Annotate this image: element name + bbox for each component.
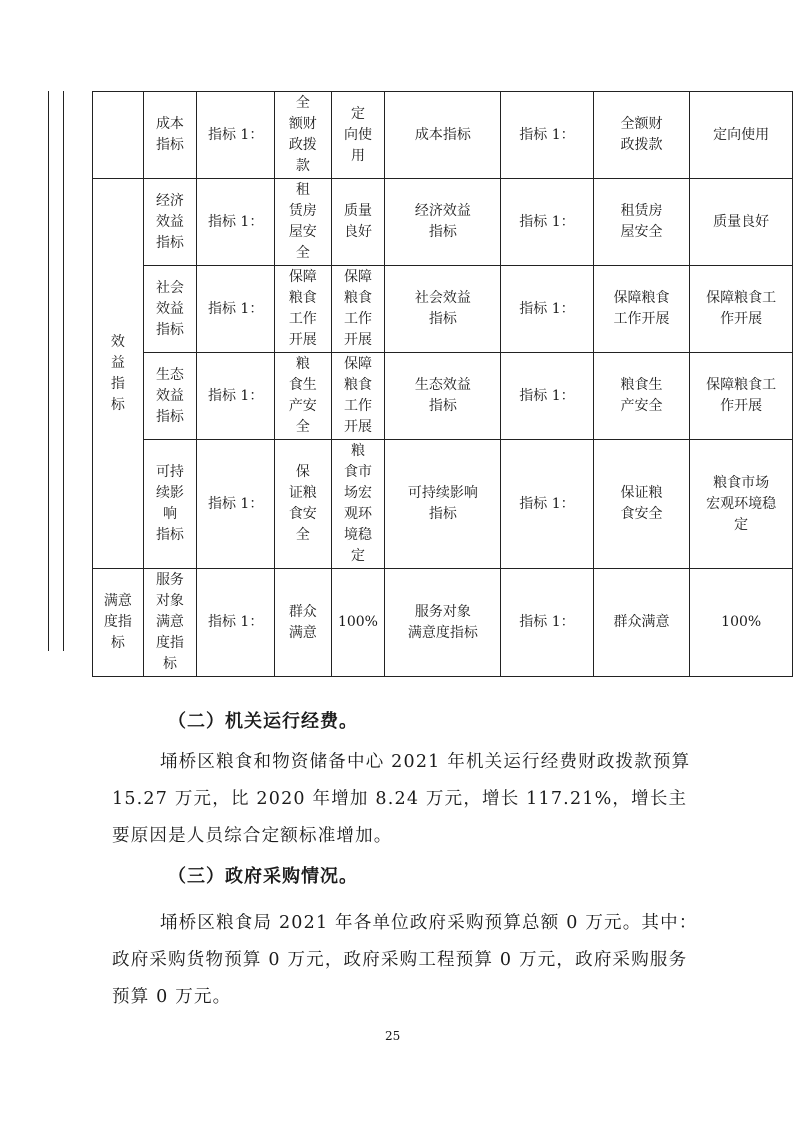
table-cell bbox=[331, 266, 385, 353]
cell-text: 经济效益 指标 bbox=[414, 203, 471, 240]
table-cell bbox=[385, 440, 501, 569]
table-continuation-border bbox=[63, 91, 64, 651]
table-cell bbox=[197, 92, 275, 179]
paragraph-procurement: 埇桥区粮食局 2021 年各单位政府采购预算总额 0 万元。其中：政府采购货物预算 0 万元，政府采购工程预算 0 万元，政府采购服务预算 0 万元。 bbox=[112, 913, 698, 1007]
cell-text: 租 赁房 屋安 全 bbox=[288, 182, 317, 261]
cell-text: 指标 1： bbox=[519, 614, 575, 630]
cell-text: 指标 1： bbox=[207, 213, 264, 230]
table-cell bbox=[275, 353, 331, 440]
cell-text: 保证粮 食安全 bbox=[620, 485, 663, 522]
group-label-cell bbox=[93, 569, 144, 677]
table-cell bbox=[275, 266, 331, 353]
section-heading-operating-funds: （二）机关运行经费。 bbox=[168, 711, 358, 732]
table-cell bbox=[501, 353, 593, 440]
table-cell bbox=[385, 179, 501, 266]
cell-text: 全额财 政拨款 bbox=[620, 116, 663, 153]
table-cell bbox=[385, 92, 501, 179]
table-cell bbox=[143, 569, 197, 677]
cell-text: 指标 1： bbox=[207, 495, 264, 512]
table-cell bbox=[501, 569, 593, 677]
table-cell bbox=[331, 569, 385, 677]
table-row bbox=[93, 92, 793, 179]
cell-text: 社会 效益 指标 bbox=[155, 279, 184, 338]
table-cell bbox=[690, 353, 793, 440]
table-cell bbox=[690, 569, 793, 677]
table-row bbox=[93, 569, 793, 677]
table-cell bbox=[593, 179, 690, 266]
cell-text: 100% bbox=[721, 614, 762, 630]
table-cell bbox=[275, 92, 331, 179]
table-outer-left-border bbox=[48, 91, 49, 651]
table-cell bbox=[501, 179, 593, 266]
cell-text: 指标 1： bbox=[207, 300, 264, 317]
cell-text: 定 向使 用 bbox=[343, 105, 372, 164]
cell-text: 指标 1： bbox=[519, 213, 575, 230]
cell-text: 指标 1： bbox=[519, 126, 575, 143]
cell-text: 粮 食市 场宏 观环 境稳 定 bbox=[343, 443, 372, 564]
empty-group-cell bbox=[93, 92, 144, 179]
table-cell bbox=[593, 440, 690, 569]
cell-text: 指标 1： bbox=[519, 300, 575, 317]
cell-text: 服务对象 满意度指标 bbox=[407, 603, 478, 641]
table-cell bbox=[197, 353, 275, 440]
cell-text: 服务 对象 满意 度指 标 bbox=[155, 572, 184, 672]
table-row bbox=[93, 440, 793, 569]
table-cell bbox=[690, 92, 793, 179]
table-cell bbox=[331, 353, 385, 440]
table-cell bbox=[501, 92, 593, 179]
cell-text: 保 证粮 食安 全 bbox=[288, 464, 317, 543]
cell-text: 保障粮食工 作开展 bbox=[706, 290, 777, 327]
cell-text: 定向使用 bbox=[713, 126, 770, 143]
cell-text: 经济 效益 指标 bbox=[155, 192, 184, 251]
table-cell bbox=[143, 440, 197, 569]
table-cell bbox=[197, 569, 275, 677]
performance-indicator-table bbox=[92, 91, 793, 677]
table-cell bbox=[690, 179, 793, 266]
table-cell bbox=[593, 92, 690, 179]
cell-text: 生态 效益 指标 bbox=[155, 366, 184, 425]
cell-text: 成本指标 bbox=[414, 126, 471, 143]
cell-text: 保障 粮食 工作 开展 bbox=[343, 356, 372, 435]
table-cell bbox=[690, 440, 793, 569]
cell-text: 保障粮食 工作开展 bbox=[613, 290, 670, 327]
table-cell bbox=[331, 92, 385, 179]
table-row bbox=[93, 266, 793, 353]
table-cell bbox=[331, 440, 385, 569]
page-number: 25 bbox=[385, 1029, 401, 1043]
table-cell bbox=[275, 569, 331, 677]
cell-text: 100% bbox=[337, 614, 378, 630]
table-cell bbox=[385, 353, 501, 440]
table-cell bbox=[331, 179, 385, 266]
group-label-cell bbox=[93, 179, 144, 569]
table-cell bbox=[385, 266, 501, 353]
section-heading-procurement: （三）政府采购情况。 bbox=[168, 866, 358, 887]
table-cell bbox=[143, 353, 197, 440]
table-row bbox=[93, 179, 793, 266]
cell-text: 指标 1： bbox=[207, 614, 264, 630]
cell-text: 粮食市场 宏观环境稳 定 bbox=[706, 474, 777, 533]
cell-text: 质量良好 bbox=[713, 213, 770, 230]
cell-text: 粮食生 产安全 bbox=[620, 377, 663, 414]
table-cell bbox=[690, 266, 793, 353]
cell-text: 质量 良好 bbox=[343, 203, 372, 240]
group-label: 效 益 指 标 bbox=[110, 333, 125, 413]
table-cell bbox=[593, 353, 690, 440]
cell-text: 保障粮食工 作开展 bbox=[706, 377, 777, 414]
cell-text: 可持 续影 响 指标 bbox=[155, 464, 184, 543]
cell-text: 全 额财 政拨 款 bbox=[288, 95, 317, 174]
cell-text: 社会效益 指标 bbox=[414, 290, 471, 327]
cell-text: 指标 1： bbox=[519, 495, 575, 512]
cell-text: 群众满意 bbox=[613, 614, 670, 630]
cell-text: 生态效益 指标 bbox=[414, 377, 471, 414]
table-cell bbox=[593, 266, 690, 353]
table-cell bbox=[501, 440, 593, 569]
cell-text: 租赁房 屋安全 bbox=[620, 203, 663, 240]
paragraph-operating-funds: 埇桥区粮食和物资储备中心 2021 年机关运行经费财政拨款预算 15.27 万元，比 2020 年增加 8.24 万元，增长 117.21%，增长主要原因是人员综合定额标准增加。 bbox=[112, 752, 691, 846]
cell-text: 指标 1： bbox=[519, 387, 575, 404]
cell-text: 保障 粮食 工作 开展 bbox=[343, 269, 372, 348]
table-cell bbox=[143, 92, 197, 179]
table-cell bbox=[385, 569, 501, 677]
table-cell bbox=[143, 179, 197, 266]
table-cell bbox=[197, 179, 275, 266]
cell-text: 成本 指标 bbox=[155, 116, 184, 153]
table-cell bbox=[143, 266, 197, 353]
table-cell bbox=[501, 266, 593, 353]
group-label: 满意 度指 标 bbox=[103, 593, 132, 651]
cell-text: 粮 食生 产安 全 bbox=[288, 356, 317, 435]
cell-text: 指标 1： bbox=[207, 126, 264, 143]
cell-text: 保障 粮食 工作 开展 bbox=[288, 269, 317, 348]
table-cell bbox=[275, 440, 331, 569]
table-row bbox=[93, 353, 793, 440]
table-cell bbox=[275, 179, 331, 266]
cell-text: 可持续影响 指标 bbox=[407, 485, 478, 522]
table-cell bbox=[593, 569, 690, 677]
cell-text: 指标 1： bbox=[207, 387, 264, 404]
cell-text: 群众 满意 bbox=[288, 603, 317, 641]
table-cell bbox=[197, 266, 275, 353]
table-cell bbox=[197, 440, 275, 569]
